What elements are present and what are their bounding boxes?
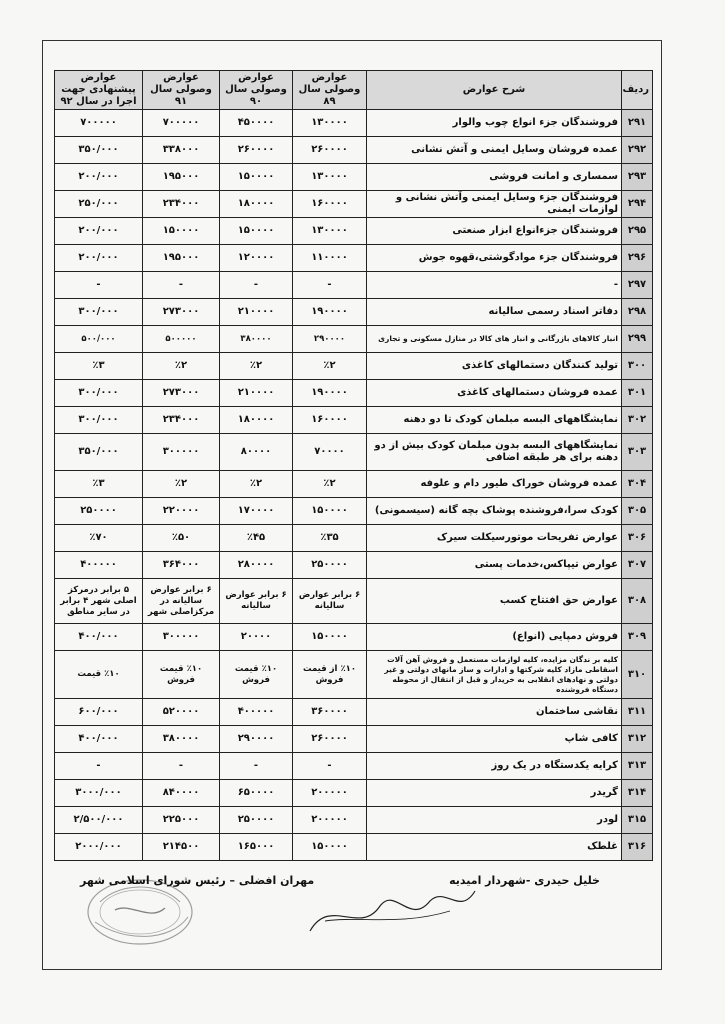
mayor-signature-label: خلیل حیدری -شهردار امیدیه	[449, 874, 600, 887]
row-description: لودر	[367, 807, 622, 834]
value-year-90: -	[220, 272, 293, 299]
row-number: ۳۰۱	[622, 380, 653, 407]
row-description: -	[367, 272, 622, 299]
row-number: ۲۹۳	[622, 164, 653, 191]
table-row	[55, 471, 653, 498]
value-year-89: ۶ برابر عوارض سالیانه	[293, 579, 367, 624]
row-description: فروشندگان جزء انواع چوب والوار	[367, 110, 622, 137]
value-year-92: ۷۰۰۰۰۰	[55, 110, 143, 137]
value-year-90: ۲۸۰۰۰۰	[220, 552, 293, 579]
value-year-92: ۲۰۰/۰۰۰	[55, 164, 143, 191]
value-year-92: ۶۰۰/۰۰۰	[55, 699, 143, 726]
value-year-91: ۲۳۴۰۰۰	[143, 191, 220, 218]
row-number: ۳۱۴	[622, 780, 653, 807]
row-description: فروشندگان جزءانواع ابزار صنعتی	[367, 218, 622, 245]
value-year-89: ۱۵۰۰۰۰	[293, 834, 367, 861]
row-description: غلطک	[367, 834, 622, 861]
value-year-91: ۳۶۴۰۰۰	[143, 552, 220, 579]
value-year-92: ۳۵۰/۰۰۰	[55, 434, 143, 471]
value-year-91: -	[143, 753, 220, 780]
row-number: ۳۰۳	[622, 434, 653, 471]
header-row	[55, 71, 653, 110]
value-year-92: ۴۰۰۰۰۰	[55, 552, 143, 579]
value-year-91: ۲۷۳۰۰۰	[143, 299, 220, 326]
value-year-92: ٪۷۰	[55, 525, 143, 552]
value-year-91: ۵۰۰۰۰۰	[143, 326, 220, 353]
row-number: ۲۹۵	[622, 218, 653, 245]
header-year-90: عوارض وصولی سال ۹۰	[220, 71, 293, 110]
table-row	[55, 699, 653, 726]
value-year-89: ٪۲	[293, 471, 367, 498]
table-row	[55, 110, 653, 137]
value-year-89: ۷۰۰۰۰	[293, 434, 367, 471]
row-number: ۳۱۲	[622, 726, 653, 753]
value-year-89: ۳۶۰۰۰۰	[293, 699, 367, 726]
value-year-91: ۷۰۰۰۰۰	[143, 110, 220, 137]
row-description: عمده فروشان خوراک طیور دام و علوفه	[367, 471, 622, 498]
value-year-89: ۱۵۰۰۰۰	[293, 624, 367, 651]
value-year-90: ٪۴۵	[220, 525, 293, 552]
value-year-92: ۵۰۰/۰۰۰	[55, 326, 143, 353]
value-year-92: ۳۰۰/۰۰۰	[55, 407, 143, 434]
value-year-90: ۲۱۰۰۰۰	[220, 299, 293, 326]
value-year-91: ٪۱۰ قیمت فروش	[143, 651, 220, 699]
value-year-90: ۲۱۰۰۰۰	[220, 380, 293, 407]
header-row-no: ردیف	[622, 71, 653, 110]
value-year-90: ۳۸۰۰۰۰	[220, 326, 293, 353]
value-year-89: ۱۹۰۰۰۰	[293, 299, 367, 326]
value-year-92: ۲۰۰/۰۰۰	[55, 245, 143, 272]
value-year-91: ۲۱۴۵۰۰	[143, 834, 220, 861]
table-row	[55, 780, 653, 807]
row-number: ۲۹۱	[622, 110, 653, 137]
value-year-90: ۱۵۰۰۰۰	[220, 164, 293, 191]
value-year-90: ۱۸۰۰۰۰	[220, 407, 293, 434]
row-number: ۳۰۸	[622, 579, 653, 624]
value-year-90: ۲۶۰۰۰۰	[220, 137, 293, 164]
table-row	[55, 245, 653, 272]
value-year-91: ۳۰۰۰۰۰	[143, 624, 220, 651]
value-year-91: ۱۵۰۰۰۰	[143, 218, 220, 245]
value-year-89: ٪۲	[293, 353, 367, 380]
row-description: سمساری و امانت فروشی	[367, 164, 622, 191]
value-year-91: ۸۴۰۰۰۰	[143, 780, 220, 807]
value-year-92: -	[55, 272, 143, 299]
value-year-89: ۲۶۰۰۰۰	[293, 726, 367, 753]
value-year-89: ۲۵۰۰۰۰	[293, 552, 367, 579]
row-number: ۳۰۴	[622, 471, 653, 498]
value-year-90: ۴۰۰۰۰۰	[220, 699, 293, 726]
value-year-89: ۲۰۰۰۰۰	[293, 780, 367, 807]
row-description: انبار کالاهای بازرگانی و انبار های کالا در منازل مسکونی و تجاری	[367, 326, 622, 353]
value-year-89: ۱۶۰۰۰۰	[293, 191, 367, 218]
row-number: ۳۰۲	[622, 407, 653, 434]
table-row	[55, 164, 653, 191]
value-year-92: ٪۳	[55, 471, 143, 498]
value-year-92: ۴۰۰/۰۰۰	[55, 624, 143, 651]
table-row	[55, 651, 653, 699]
row-description: فروشندگان جزء موادگوشتی،قهوه جوش	[367, 245, 622, 272]
value-year-90: ۱۵۰۰۰۰	[220, 218, 293, 245]
value-year-91: ٪۲	[143, 353, 220, 380]
value-year-89: -	[293, 753, 367, 780]
row-number: ۳۱۳	[622, 753, 653, 780]
table-row	[55, 434, 653, 471]
value-year-92: ۵ برابر درمرکز اصلی شهر ۴ برابر در سایر مناطق	[55, 579, 143, 624]
value-year-90: ۱۲۰۰۰۰	[220, 245, 293, 272]
value-year-90: -	[220, 753, 293, 780]
signature-block	[80, 874, 600, 894]
table-row	[55, 726, 653, 753]
value-year-92: ٪۱۰ قیمت	[55, 651, 143, 699]
row-number: ۳۰۹	[622, 624, 653, 651]
value-year-91: ۲۳۴۰۰۰	[143, 407, 220, 434]
value-year-90: ۱۶۵۰۰۰	[220, 834, 293, 861]
value-year-89: ٪۱۰ از قیمت فروش	[293, 651, 367, 699]
table-row	[55, 834, 653, 861]
table-row	[55, 807, 653, 834]
row-description: گریدر	[367, 780, 622, 807]
header-description: شرح عوارض	[367, 71, 622, 110]
value-year-92: ۳۰۰۰/۰۰۰	[55, 780, 143, 807]
value-year-90: ۲۹۰۰۰۰	[220, 726, 293, 753]
value-year-92: ۳۰۰/۰۰۰	[55, 380, 143, 407]
table-row	[55, 326, 653, 353]
value-year-90: ۲۵۰۰۰۰	[220, 807, 293, 834]
value-year-89: -	[293, 272, 367, 299]
value-year-92: ۳۰۰/۰۰۰	[55, 299, 143, 326]
value-year-89: ۱۹۰۰۰۰	[293, 380, 367, 407]
value-year-91: ٪۲	[143, 471, 220, 498]
row-description: کافی شاپ	[367, 726, 622, 753]
value-year-90: ۶ برابر عوارض سالیانه	[220, 579, 293, 624]
value-year-91: ۵۲۰۰۰۰	[143, 699, 220, 726]
value-year-90: ۱۸۰۰۰۰	[220, 191, 293, 218]
row-number: ۲۹۹	[622, 326, 653, 353]
table-row	[55, 380, 653, 407]
row-description: کلیه بر ندگان مزایده، کلیه لوازمات مستعمل و فروش آهن آلات اسقاطی مازاد کلیه شرکتها و ادارات و ساز مانهای دولتی و غیر دولتی و نهادهای انقلابی به خریدار و قبل از انتقال از محوطه دستگاه فروشنده	[367, 651, 622, 699]
row-number: ۳۱۵	[622, 807, 653, 834]
value-year-89: ۱۳۰۰۰۰	[293, 164, 367, 191]
row-number: ۳۰۰	[622, 353, 653, 380]
value-year-90: ۲۰۰۰۰	[220, 624, 293, 651]
value-year-89: ۱۱۰۰۰۰	[293, 245, 367, 272]
value-year-92: ۲۵۰/۰۰۰	[55, 191, 143, 218]
row-number: ۲۹۷	[622, 272, 653, 299]
row-number: ۲۹۸	[622, 299, 653, 326]
header-year-91: عوارض وصولی سال ۹۱	[143, 71, 220, 110]
value-year-92: -	[55, 753, 143, 780]
row-description: تولید کنندگان دستمالهای کاغذی	[367, 353, 622, 380]
value-year-91: ۳۳۸۰۰۰	[143, 137, 220, 164]
value-year-90: ٪۲	[220, 353, 293, 380]
value-year-91: ۲۲۵۰۰۰	[143, 807, 220, 834]
value-year-91: -	[143, 272, 220, 299]
value-year-91: ۱۹۵۰۰۰	[143, 245, 220, 272]
table-row	[55, 137, 653, 164]
table-body	[55, 110, 653, 861]
row-number: ۲۹۲	[622, 137, 653, 164]
table-row	[55, 272, 653, 299]
value-year-92: ۲۵۰۰۰۰	[55, 498, 143, 525]
value-year-92: ۲۰۰۰/۰۰۰	[55, 834, 143, 861]
value-year-91: ٪۵۰	[143, 525, 220, 552]
row-number: ۳۱۱	[622, 699, 653, 726]
row-description: نمایشگاههای البسه بدون مبلمان کودک بیش از دو دهنه برای هر طبقه اضافی	[367, 434, 622, 471]
tax-table	[54, 70, 653, 861]
header-year-92: عوارض پیشنهادی جهت اجرا در سال ۹۲	[55, 71, 143, 110]
row-number: ۳۱۰	[622, 651, 653, 699]
table-row	[55, 624, 653, 651]
council-head-signature-label: مهران افضلی – رئیس شورای اسلامی شهر	[80, 874, 315, 887]
row-description: فروش دمپایی (انواع)	[367, 624, 622, 651]
value-year-91: ۳۸۰۰۰۰	[143, 726, 220, 753]
value-year-89: ۲۶۰۰۰۰	[293, 137, 367, 164]
table-row	[55, 353, 653, 380]
row-number: ۳۰۷	[622, 552, 653, 579]
value-year-89: ۱۵۰۰۰۰	[293, 498, 367, 525]
value-year-89: ۱۶۰۰۰۰	[293, 407, 367, 434]
table-row	[55, 218, 653, 245]
value-year-89: ٪۳۵	[293, 525, 367, 552]
value-year-90: ٪۲	[220, 471, 293, 498]
value-year-91: ۶ برابر عوارض سالیانه در مرکزاصلی شهر	[143, 579, 220, 624]
row-description: دفاتر اسناد رسمی سالیانه	[367, 299, 622, 326]
row-description: عمده فروشان وسایل ایمنی و آتش نشانی	[367, 137, 622, 164]
row-number: ۲۹۶	[622, 245, 653, 272]
value-year-92: ٪۳	[55, 353, 143, 380]
value-year-89: ۲۹۰۰۰۰	[293, 326, 367, 353]
table-row	[55, 498, 653, 525]
value-year-90: ۴۵۰۰۰۰	[220, 110, 293, 137]
row-number: ۳۰۵	[622, 498, 653, 525]
row-number: ۳۰۶	[622, 525, 653, 552]
table-row	[55, 579, 653, 624]
value-year-92: ۳۵۰/۰۰۰	[55, 137, 143, 164]
value-year-91: ۲۷۳۰۰۰	[143, 380, 220, 407]
row-number: ۳۱۶	[622, 834, 653, 861]
table-row	[55, 299, 653, 326]
table-row	[55, 407, 653, 434]
row-number: ۲۹۴	[622, 191, 653, 218]
table-row	[55, 191, 653, 218]
value-year-92: ۲/۵۰۰/۰۰۰	[55, 807, 143, 834]
row-description: فروشندگان جزء وسایل ایمنی وآتش نشانی و لوازمات ایمنی	[367, 191, 622, 218]
value-year-90: ۱۷۰۰۰۰	[220, 498, 293, 525]
row-description: عوارض حق افتتاح کسب	[367, 579, 622, 624]
value-year-92: ۴۰۰/۰۰۰	[55, 726, 143, 753]
row-description: عوارض تفریحات موتورسیکلت سیرک	[367, 525, 622, 552]
value-year-89: ۱۳۰۰۰۰	[293, 110, 367, 137]
row-description: نقاشی ساختمان	[367, 699, 622, 726]
value-year-89: ۱۳۰۰۰۰	[293, 218, 367, 245]
value-year-91: ۳۰۰۰۰۰	[143, 434, 220, 471]
row-description: کودک سرا،فروشنده پوشاک بچه گانه (سیسمونی)	[367, 498, 622, 525]
value-year-89: ۲۰۰۰۰۰	[293, 807, 367, 834]
value-year-91: ۱۹۵۰۰۰	[143, 164, 220, 191]
value-year-90: ۶۵۰۰۰۰	[220, 780, 293, 807]
value-year-90: ٪۱۰ قیمت فروش	[220, 651, 293, 699]
table-row	[55, 552, 653, 579]
row-description: کرایه یکدستگاه در یک روز	[367, 753, 622, 780]
row-description: عمده فروشان دستمالهای کاغذی	[367, 380, 622, 407]
table-row	[55, 753, 653, 780]
table-row	[55, 525, 653, 552]
value-year-90: ۸۰۰۰۰	[220, 434, 293, 471]
value-year-92: ۲۰۰/۰۰۰	[55, 218, 143, 245]
value-year-91: ۲۲۰۰۰۰	[143, 498, 220, 525]
row-description: عوارض تیپاکس،خدمات پستی	[367, 552, 622, 579]
row-description: نمایشگاههای البسه مبلمان کودک تا دو دهنه	[367, 407, 622, 434]
header-year-89: عوارض وصولی سال ۸۹	[293, 71, 367, 110]
